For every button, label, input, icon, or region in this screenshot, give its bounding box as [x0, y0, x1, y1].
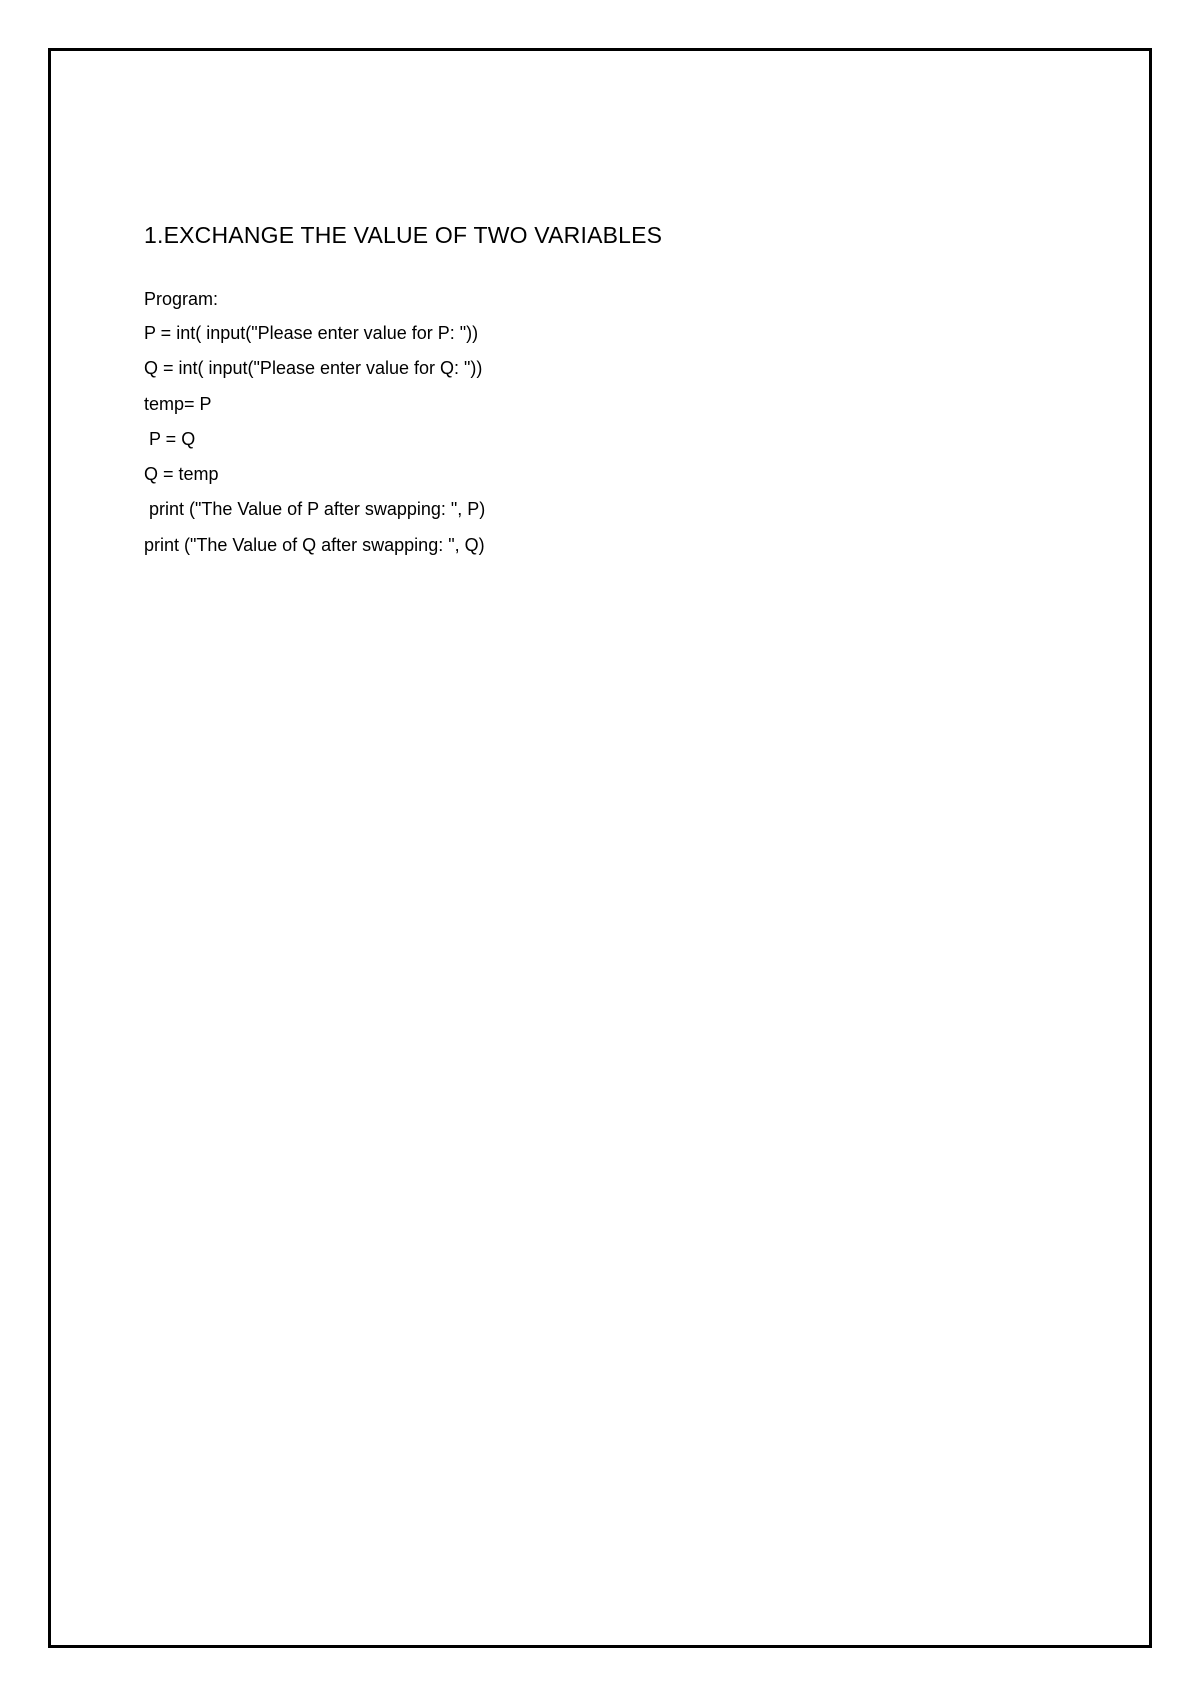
page-title: 1.EXCHANGE THE VALUE OF TWO VARIABLES — [144, 222, 663, 248]
program-code — [144, 316, 1044, 563]
code-line: P = int( input("Please enter value for P: ")) — [144, 323, 479, 343]
code-line: temp= P — [144, 393, 212, 414]
code-line: print ("The Value of Q after swapping: ", Q) — [144, 534, 485, 555]
code-line: print ("The Value of P after swapping: ", P) — [144, 499, 486, 520]
document-body — [144, 218, 1044, 563]
code-line: Q = temp — [144, 464, 219, 485]
code-line: P = Q — [144, 428, 196, 449]
program-label: Program: — [144, 289, 219, 309]
code-line: Q = int( input("Please enter value for Q: ")) — [144, 358, 483, 379]
